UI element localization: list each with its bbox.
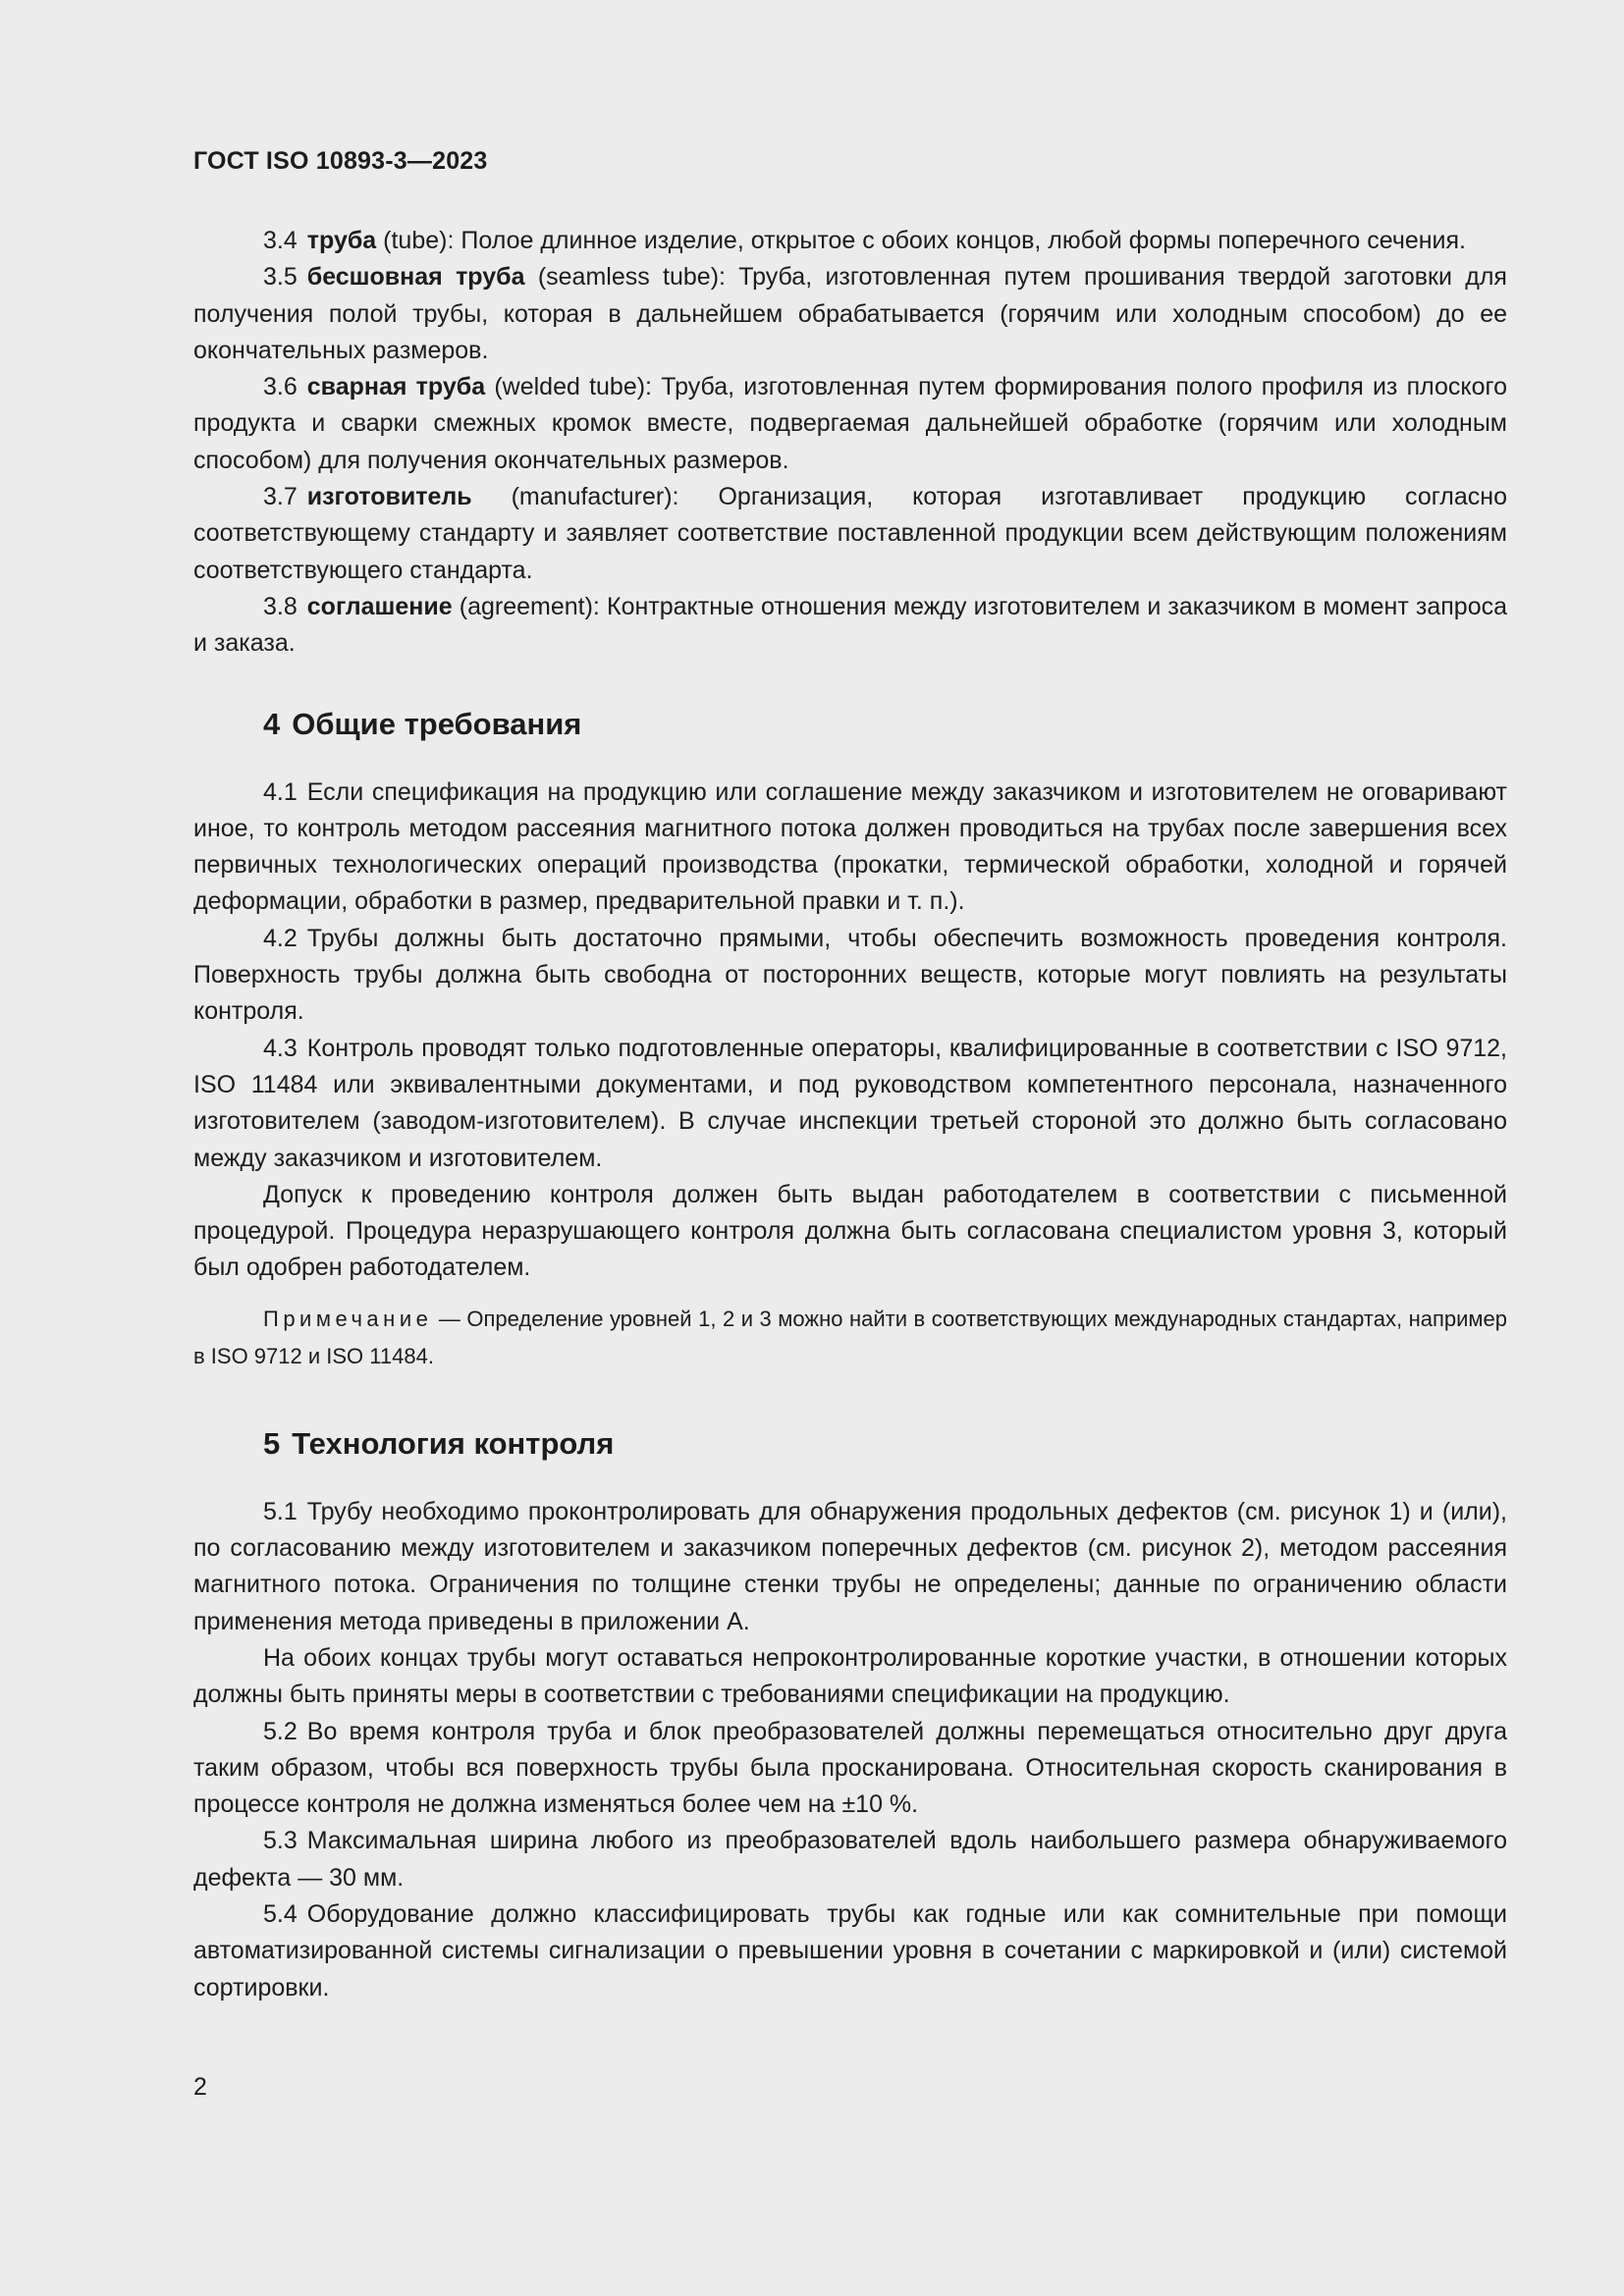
term-english: (welded tube): bbox=[494, 373, 653, 401]
clause-text: Трубы должны быть достаточно прямыми, чтобы обеспечить возможность проведения контроля. Поверхность трубы должна быть свободна от посторонних веществ, которые могут повлиять на результаты контроля. bbox=[193, 924, 1507, 1026]
clause-number: 3.7 bbox=[263, 483, 298, 511]
clause-number: 3.8 bbox=[263, 592, 298, 620]
section-number: 4 bbox=[263, 706, 281, 741]
term-english: (seamless tube): bbox=[537, 263, 726, 292]
definition-3-6 bbox=[193, 369, 1507, 479]
clause-4-1 bbox=[193, 774, 1507, 921]
clause-number: 4.1 bbox=[263, 777, 298, 806]
clause-number: 3.4 bbox=[263, 227, 298, 254]
term-english: (manufacturer): bbox=[511, 483, 679, 511]
clause-5-1-continuation bbox=[193, 1640, 1507, 1714]
section-title: Технология контроля bbox=[292, 1425, 615, 1461]
term: изготовитель bbox=[306, 483, 472, 511]
clause-number: 3.6 bbox=[263, 373, 298, 401]
clause-number: 4.2 bbox=[263, 924, 298, 952]
clause-text: На обоих концах трубы могут оставаться непроконтролированные короткие участки, в отношении которых должны быть приняты меры в соответствии с требованиями спецификации на продукцию. bbox=[193, 1643, 1507, 1709]
clause-text: Если спецификация на продукцию или соглашение между заказчиком и изготовителем не оговаривают иное, то контроль методом рассеяния магнитного потока должен проводиться на трубах после завершения всех первичных технологических операций производства (прокатки, термической обработки, холодной и горячей деформации, обработки в размер, предварительной правки и т. п.). bbox=[193, 777, 1507, 916]
note-label: Примечание bbox=[263, 1306, 433, 1331]
document-content bbox=[193, 223, 1507, 2006]
clause-4-3 bbox=[193, 1031, 1507, 1177]
document-code-header: ГОСТ ISO 10893-3—2023 bbox=[193, 147, 488, 175]
term-english: (agreement): bbox=[459, 592, 600, 620]
clause-number: 5.1 bbox=[263, 1497, 298, 1525]
section-4-heading bbox=[193, 705, 1507, 744]
definition-text: Труба, изготовленная путем прошивания твердой заготовки для получения полой трубы, которая в дальнейшем обрабатывается (горячим или холодным способом) до ее окончательных размеров. bbox=[193, 263, 1507, 364]
section-number: 5 bbox=[263, 1425, 281, 1461]
page-number: 2 bbox=[193, 2073, 207, 2101]
term-english: (tube): bbox=[383, 227, 455, 254]
definition-3-5 bbox=[193, 259, 1507, 369]
definition-3-4 bbox=[193, 223, 1507, 259]
note-text: — Определение уровней 1, 2 и 3 можно найти в соответствующих международных стандартах, например в ISO 9712 и ISO 11484. bbox=[193, 1306, 1507, 1368]
clause-4-2 bbox=[193, 921, 1507, 1031]
clause-5-2 bbox=[193, 1714, 1507, 1824]
clause-5-1 bbox=[193, 1494, 1507, 1640]
definition-text: Организация, которая изготавливает продукцию согласно соответствующему стандарту и заявляет соответствие поставленной продукции всем действующим положениям соответствующего стандарта. bbox=[193, 483, 1508, 584]
term: соглашение bbox=[306, 592, 453, 620]
document-page bbox=[193, 0, 1507, 2296]
clause-number: 4.3 bbox=[263, 1034, 298, 1062]
definition-3-8 bbox=[193, 589, 1507, 663]
definition-text: Контрактные отношения между изготовителем и заказчиком в момент запроса и заказа. bbox=[193, 592, 1508, 658]
definition-text: Полое длинное изделие, открытое с обоих концов, любой формы поперечного сечения. bbox=[460, 227, 1466, 254]
term: труба bbox=[306, 227, 377, 254]
clause-text: Оборудование должно классифицировать трубы как годные или как сомнительные при помощи автоматизированной системы сигнализации о превышении уровня в сочетании с маркировкой и (или) системой сортировки. bbox=[193, 1899, 1507, 2002]
clause-number: 5.2 bbox=[263, 1717, 298, 1745]
term: сварная труба bbox=[306, 373, 486, 401]
section-5-heading bbox=[193, 1424, 1507, 1464]
note bbox=[193, 1301, 1507, 1375]
section-title: Общие требования bbox=[292, 706, 582, 741]
clause-number: 5.4 bbox=[263, 1899, 298, 1928]
definition-3-7 bbox=[193, 479, 1507, 589]
definition-text: Труба, изготовленная путем формирования полого профиля из плоского продукта и сварки смежных кромок вместе, подвергаемая дальнейшей обработке (горячим или холодным способом) для получения окончательных размеров. bbox=[193, 373, 1507, 474]
clause-text: Контроль проводят только подготовленные операторы, квалифицированные в соответствии с ISO 9712, ISO 11484 или эквивалентными документами, и под руководством компетентного персонала, назначенного изготовителем (заводом-изготовителем). В случае инспекции третьей стороной это должно быть согласовано между заказчиком и изготовителем. bbox=[193, 1034, 1507, 1172]
clause-number: 3.5 bbox=[263, 263, 298, 292]
clause-5-3 bbox=[193, 1823, 1507, 1896]
clause-text: Максимальная ширина любого из преобразователей вдоль наибольшего размера обнаруживаемого дефекта — 30 мм. bbox=[193, 1827, 1507, 1892]
clause-5-4 bbox=[193, 1896, 1507, 2006]
clause-text: Во время контроля труба и блок преобразователей должны перемещаться относительно друг друга таким образом, чтобы вся поверхность трубы была просканирована. Относительная скорость сканирования в процессе контроля не должна изменяться более чем на ±10 %. bbox=[193, 1717, 1507, 1819]
term: бесшовная труба bbox=[306, 263, 525, 292]
clause-text: Допуск к проведению контроля должен быть выдан работодателем в соответствии с письменной процедурой. Процедура неразрушающего контроля должна быть согласована специалистом уровня 3, который был одобрен работодателем. bbox=[193, 1180, 1507, 1282]
clause-number: 5.3 bbox=[263, 1827, 298, 1855]
clause-4-3-continuation bbox=[193, 1177, 1507, 1287]
clause-text: Трубу необходимо проконтролировать для обнаружения продольных дефектов (см. рисунок 1) и (или), по согласованию между изготовителем и заказчиком поперечных дефектов (см. рисунок 2), методом рассеяния магнитного потока. Ограничения по толщине стенки трубы не определены; данные по ограничению области применения метода приведены в приложении А. bbox=[193, 1497, 1507, 1635]
